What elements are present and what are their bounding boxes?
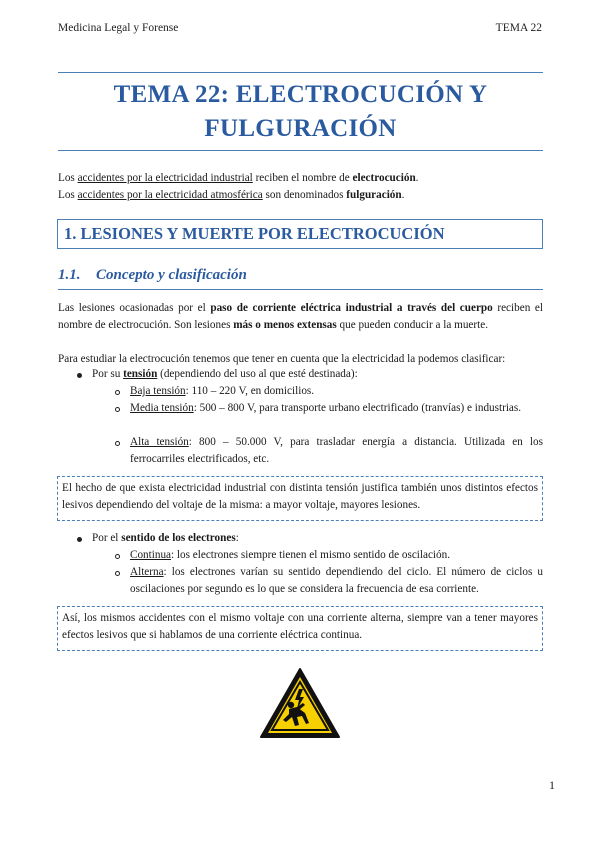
title-line-1: TEMA 22: ELECTROCUCIÓN Y	[113, 81, 488, 108]
callout-box-alterna: Así, los mismos accidentes con el mismo voltaje con una corriente alterna, siempre van a tener mayores efectos lesivos que si hablamos de una corriente eléctrica continua.	[57, 606, 543, 651]
callout-box-voltage: El hecho de que exista electricidad industrial con distinta tensión justifica también unos distintos efectos lesivos dependiendo del voltaje de la misma: a mayor voltaje, mayores lesiones.	[57, 476, 543, 521]
title-line-2: FULGURACIÓN	[204, 115, 397, 142]
paragraph-definition	[58, 300, 543, 334]
sub-bullet-label: Alta tensión	[130, 436, 189, 448]
sub-bullet-text: : los electrones varían su sentido dependiendo del ciclo. El número de ciclos u oscilaciones por segundo es lo que se considera la frecuencia de esa corriente.	[130, 566, 543, 595]
bullet-key: tensión	[123, 368, 158, 380]
intro-text: Los	[58, 189, 78, 201]
subsection-rule	[58, 289, 543, 290]
bullet-text: Por su	[92, 368, 124, 380]
bullet-key: sentido de los electrones	[121, 532, 236, 544]
para-text: reciben el nombre de electrocución. Son lesiones	[58, 302, 543, 331]
sub-bullet-continua	[130, 547, 543, 564]
para-bold: más o menos extensas	[233, 319, 337, 331]
sub-bullet-text: : los electrones siempre tienen el mismo sentido de oscilación.	[171, 549, 451, 561]
sub-bullet-label: Media tensión	[130, 402, 194, 414]
subsection-title: Concepto y clasificación	[96, 267, 247, 283]
running-header-right: TEMA 22	[495, 22, 542, 34]
bullet-tension	[92, 366, 358, 383]
sub-bullet-circle	[115, 571, 120, 576]
sub-bullet-alta	[130, 434, 543, 468]
paragraph-classification: Para estudiar la electrocución tenemos que tener en cuenta que la electricidad la podemos clasificar:	[58, 353, 506, 365]
intro-text: reciben el nombre de	[252, 172, 353, 184]
sub-bullet-label: Baja tensión	[130, 385, 186, 397]
sub-bullet-text: : 500 – 800 V, para transporte urbano electrificado (tranvías) e industrias.	[193, 402, 522, 414]
page-title	[58, 78, 543, 146]
para-bold: paso de corriente eléctrica industrial a través del cuerpo	[210, 302, 493, 314]
intro-text: .	[401, 189, 405, 201]
section-heading: 1. LESIONES Y MUERTE POR ELECTROCUCIÓN	[64, 224, 445, 243]
para-text: que pueden conducir a la muerte.	[336, 319, 488, 331]
sub-bullet-circle	[115, 390, 120, 395]
intro-bold: electrocución	[352, 172, 416, 184]
sub-bullet-circle	[115, 407, 120, 412]
subsection-number: 1.1.	[58, 267, 81, 283]
bullet-text: :	[235, 532, 239, 544]
title-top-rule	[58, 72, 543, 73]
bullet-text: (dependiendo del uso al que esté destinada):	[157, 368, 358, 380]
bullet-sentido	[92, 530, 239, 547]
sub-bullet-circle	[115, 554, 120, 559]
sub-bullet-alterna	[130, 564, 543, 598]
sub-bullet-media	[130, 400, 543, 417]
intro-underline: accidentes por la electricidad industrial	[77, 172, 253, 184]
para-text: Las lesiones ocasionadas por el	[58, 302, 211, 314]
intro-text: son denominados	[262, 189, 347, 201]
running-header-left: Medicina Legal y Forense	[58, 22, 179, 34]
bullet-text: Por el	[92, 532, 122, 544]
bullet-dot	[77, 537, 82, 542]
intro-text: .	[415, 172, 419, 184]
sub-bullet-text: : 800 – 50.000 V, para trasladar energía a distancia. Utilizada en los ferrocarriles electrificados, etc.	[130, 436, 543, 465]
intro-line-1	[58, 170, 543, 187]
intro-underline: accidentes por la electricidad atmosférica	[77, 189, 263, 201]
subsection-heading	[58, 267, 247, 284]
sub-bullet-text: : 110 – 220 V, en domicilios.	[185, 385, 315, 397]
sub-bullet-baja	[130, 383, 543, 400]
electric-shock-warning-icon	[259, 667, 341, 744]
bullet-dot	[77, 373, 82, 378]
page-number: 1	[549, 778, 555, 792]
sub-bullet-label: Continua	[130, 549, 172, 561]
section-heading-box	[57, 219, 543, 249]
title-bottom-rule	[58, 150, 543, 151]
intro-bold: fulguración	[346, 189, 402, 201]
intro-paragraph	[58, 170, 543, 204]
sub-bullet-label: Alterna	[130, 566, 164, 578]
intro-line-2	[58, 187, 543, 204]
sub-bullet-circle	[115, 441, 120, 446]
intro-text: Los	[58, 172, 78, 184]
